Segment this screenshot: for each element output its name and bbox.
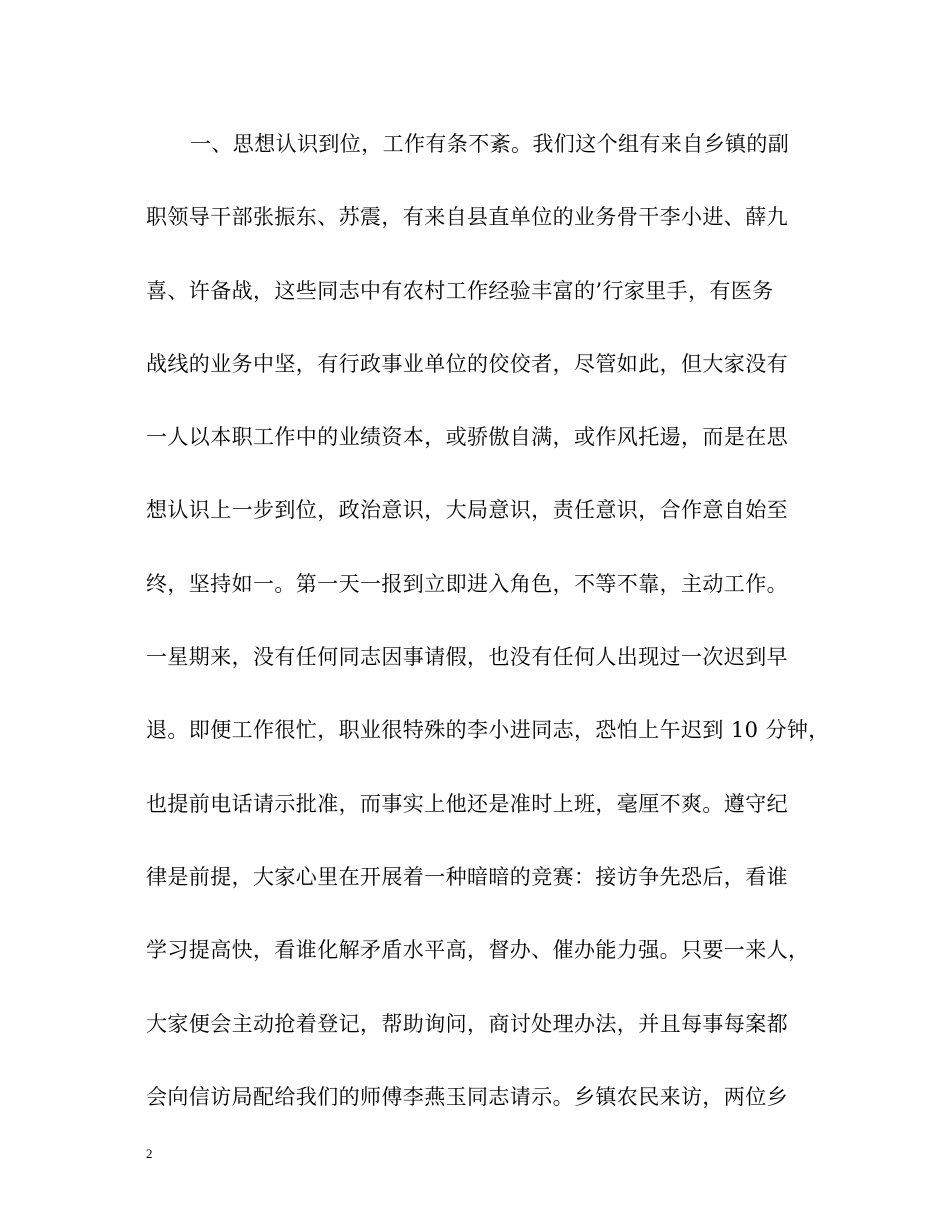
text-line: 会向信访局配给我们的师傅李燕玉同志请示。乡镇农民来访，两位乡: [146, 1084, 788, 1109]
text-line: 律是前提，大家心里在开展着一种暗暗的竞赛：接访争先恐后，看谁: [146, 864, 788, 889]
text-line: 战线的业务中坚，有行政事业单位的佼佼者，尽管如此，但大家没有: [146, 351, 788, 376]
text-line: 喜、许备战，这些同志中有农村工作经验丰富的’行家里手，有医务: [146, 278, 774, 303]
text-line: 职领导干部张振东、苏震，有来自县直单位的业务骨干李小进、薛九: [146, 205, 788, 230]
page-number: 2: [146, 1146, 153, 1161]
text-line: 终，坚持如一。第一天一报到立即进入角色，不等不靠，主动工作。: [146, 571, 788, 596]
text-line: 想认识上一步到位，政治意识，大局意识，责任意识，合作意自始至: [146, 498, 788, 523]
body-text: [146, 122, 830, 1148]
text-line: 一、思想认识到位，工作有条不紊。我们这个组有来自乡镇的副: [190, 132, 790, 156]
text-line: 学习提高快，看谁化解矛盾水平高，督办、催办能力强。只要一来人，: [146, 938, 810, 963]
text-line: 也提前电话请示批准，而事实上他还是准时上班，毫厘不爽。遵守纪: [146, 791, 788, 816]
text-line: 退。即便工作很忙，职业很特殊的李小进同志，恐怕上午迟到 10 分钟，: [146, 718, 830, 743]
text-line: 一人以本职工作中的业绩资本，或骄傲自满，或作风托逿，而是在思: [146, 425, 788, 450]
text-line: 大家便会主动抢着登记，帮助询问，商讨处理办法，并且每事每案都: [146, 1011, 788, 1036]
text-line: 一星期来，没有任何同志因事请假，也没有任何人出现过一次迟到早: [146, 645, 788, 670]
